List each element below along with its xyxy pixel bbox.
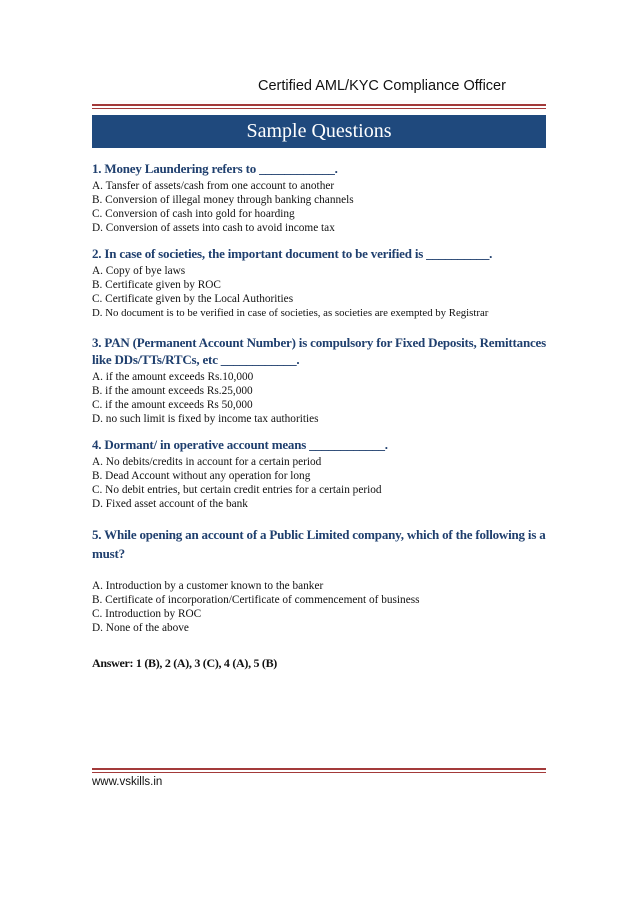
- question-block-5: [92, 525, 546, 635]
- option-a: A. Copy of bye laws: [92, 265, 186, 277]
- option-c: C. Introduction by ROC: [92, 608, 202, 620]
- question-block-1: [92, 160, 546, 235]
- option-d: D. No document is to be verified in case of societies, as societies are exempted by Registrar: [92, 307, 489, 319]
- option-a: A. if the amount exceeds Rs.10,000: [92, 371, 254, 383]
- option-b: B. if the amount exceeds Rs.25,000: [92, 385, 253, 397]
- question-text: 2. In case of societies, the important document to be verified is __________.: [92, 246, 493, 261]
- question-text: 1. Money Laundering refers to ____________.: [92, 161, 338, 176]
- question-text: 3. PAN (Permanent Account Number) is compulsory for Fixed Deposits, Remittances like DDs/TTs/RTCs, etc ____________.: [92, 335, 546, 367]
- option-d: D. Fixed asset account of the bank: [92, 498, 248, 510]
- header-rule-bottom: [92, 108, 546, 109]
- footer-rule-top: [92, 768, 546, 770]
- question-text: 5. While opening an account of a Public Limited company, which of the following is a must?: [92, 527, 546, 561]
- option-a: A. No debits/credits in account for a certain period: [92, 456, 322, 468]
- header-rule-top: [92, 104, 546, 106]
- footer-url[interactable]: www.vskills.in: [92, 776, 163, 788]
- option-b: B. Conversion of illegal money through banking channels: [92, 194, 354, 206]
- option-c: C. if the amount exceeds Rs 50,000: [92, 399, 253, 411]
- option-a: A. Tansfer of assets/cash from one account to another: [92, 180, 335, 192]
- banner: [92, 115, 546, 148]
- running-header: Certified AML/KYC Compliance Officer: [258, 78, 506, 94]
- option-d: D. Conversion of assets into cash to avoid income tax: [92, 222, 335, 234]
- option-d: D. None of the above: [92, 622, 189, 634]
- question-block-3: [92, 334, 546, 426]
- question-block-2: [92, 245, 546, 320]
- answer-key: Answer: 1 (B), 2 (A), 3 (C), 4 (A), 5 (B): [92, 656, 277, 670]
- question-text: 4. Dormant/ in operative account means ____________.: [92, 437, 388, 452]
- option-c: C. Certificate given by the Local Authorities: [92, 293, 294, 305]
- option-d: D. no such limit is fixed by income tax authorities: [92, 413, 319, 425]
- option-b: B. Certificate of incorporation/Certificate of commencement of business: [92, 594, 420, 606]
- questions-content: [92, 160, 546, 645]
- option-c: C. Conversion of cash into gold for hoarding: [92, 208, 295, 220]
- footer-rule-bottom: [92, 772, 546, 773]
- option-b: B. Certificate given by ROC: [92, 279, 221, 291]
- question-block-4: [92, 436, 546, 511]
- option-b: B. Dead Account without any operation for long: [92, 470, 311, 482]
- option-c: C. No debit entries, but certain credit entries for a certain period: [92, 484, 382, 496]
- option-a: A. Introduction by a customer known to the banker: [92, 580, 324, 592]
- banner-title: Sample Questions: [246, 120, 392, 142]
